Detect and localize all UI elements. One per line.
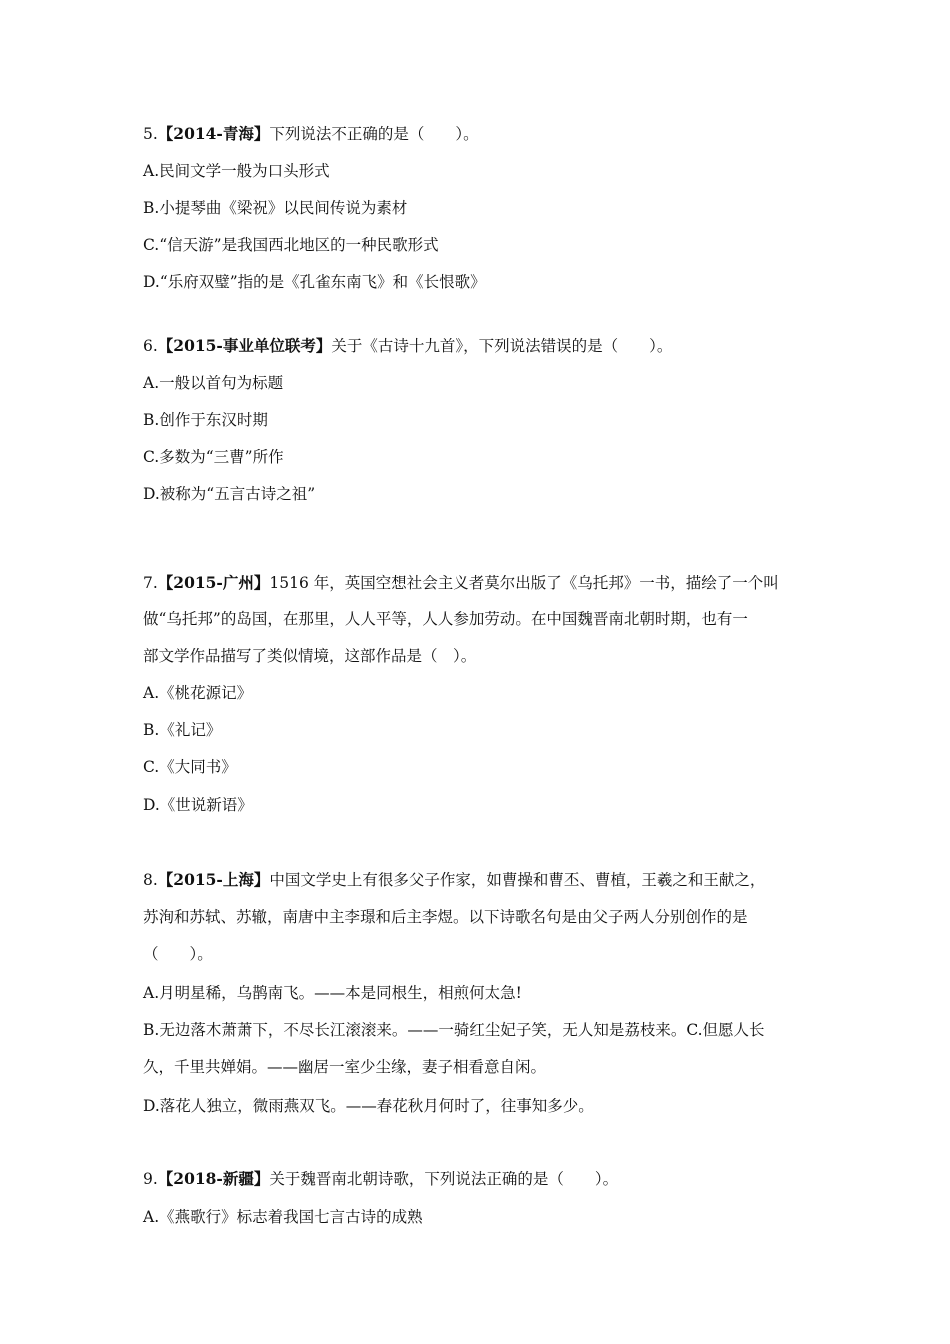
option-c-continued: 久，千里共婵娟。——幽居一室少尘缘，妻子相看意自闲。 — [143, 1058, 547, 1076]
option-b: B.小提琴曲《梁祝》以民间传说为素材 — [143, 199, 408, 217]
question-6-stem — [143, 336, 823, 356]
question-source: 【2015-广州】 — [157, 573, 270, 592]
question-source: 【2014-青海】 — [157, 124, 270, 143]
question-8-stem-line-2: 苏洵和苏轼、苏辙，南唐中主李璟和后主李煜。以下诗歌名句是由父子两人分别创作的是 — [143, 908, 748, 926]
option-a: A.《桃花源记》 — [143, 684, 253, 702]
option-b: B.《礼记》 — [143, 721, 222, 739]
question-number: 6. — [143, 337, 158, 355]
question-number: 5. — [143, 125, 158, 143]
question-text: 关于魏晋南北朝诗歌，下列说法正确的是（ ）。 — [269, 1170, 619, 1188]
question-text: 关于《古诗十九首》，下列说法错误的是（ ）。 — [331, 337, 673, 355]
option-d: D.落花人独立，微雨燕双飞。——春花秋月何时了，往事知多少。 — [143, 1097, 594, 1115]
question-8-stem — [143, 870, 823, 890]
option-b: B.无边落木萧萧下，不尽长江滚滚来。——一骑红尘妃子笑，无人知是荔枝来。C.但愿人长 — [143, 1021, 765, 1039]
question-number: 9. — [143, 1170, 158, 1188]
option-a: A.《燕歌行》标志着我国七言古诗的成熟 — [143, 1208, 423, 1226]
option-a: A.一般以首句为标题 — [143, 374, 284, 392]
question-source: 【2018-新疆】 — [157, 1169, 270, 1188]
question-text: 1516 年，英国空想社会主义者莫尔出版了《乌托邦》一书，描绘了一个叫 — [269, 574, 779, 592]
question-5-stem — [143, 124, 823, 144]
question-9-stem — [143, 1169, 823, 1189]
option-a: A.民间文学一般为口头形式 — [143, 162, 330, 180]
question-source: 【2015-上海】 — [157, 870, 270, 889]
option-c: C.《大同书》 — [143, 758, 237, 776]
question-number: 7. — [143, 574, 158, 592]
question-7-stem-line-3: 部文学作品描写了类似情境，这部作品是（ ）。 — [143, 647, 477, 665]
option-d: D.《世说新语》 — [143, 796, 253, 814]
option-c: C.多数为“三曹”所作 — [143, 448, 284, 466]
question-7-stem — [143, 573, 823, 593]
option-c: C.“信天游”是我国西北地区的一种民歌形式 — [143, 236, 439, 254]
option-a: A.月明星稀，乌鹊南飞。——本是同根生，相煎何太急! — [143, 984, 522, 1002]
question-8-stem-line-3: （ ）。 — [143, 945, 213, 963]
question-number: 8. — [143, 871, 158, 889]
question-source: 【2015-事业单位联考】 — [157, 336, 332, 355]
question-7-stem-line-2: 做“乌托邦”的岛国，在那里，人人平等，人人参加劳动。在中国魏晋南北朝时期，也有一 — [143, 610, 748, 628]
option-d: D.“乐府双璧”指的是《孔雀东南飞》和《长恨歌》 — [143, 273, 486, 291]
option-b: B.创作于东汉时期 — [143, 411, 268, 429]
question-text: 下列说法不正确的是（ ）。 — [269, 125, 479, 143]
option-d: D.被称为“五言古诗之祖” — [143, 485, 316, 503]
question-text: 中国文学史上有很多父子作家，如曹操和曹丕、曹植，王羲之和王献之， — [269, 871, 766, 889]
